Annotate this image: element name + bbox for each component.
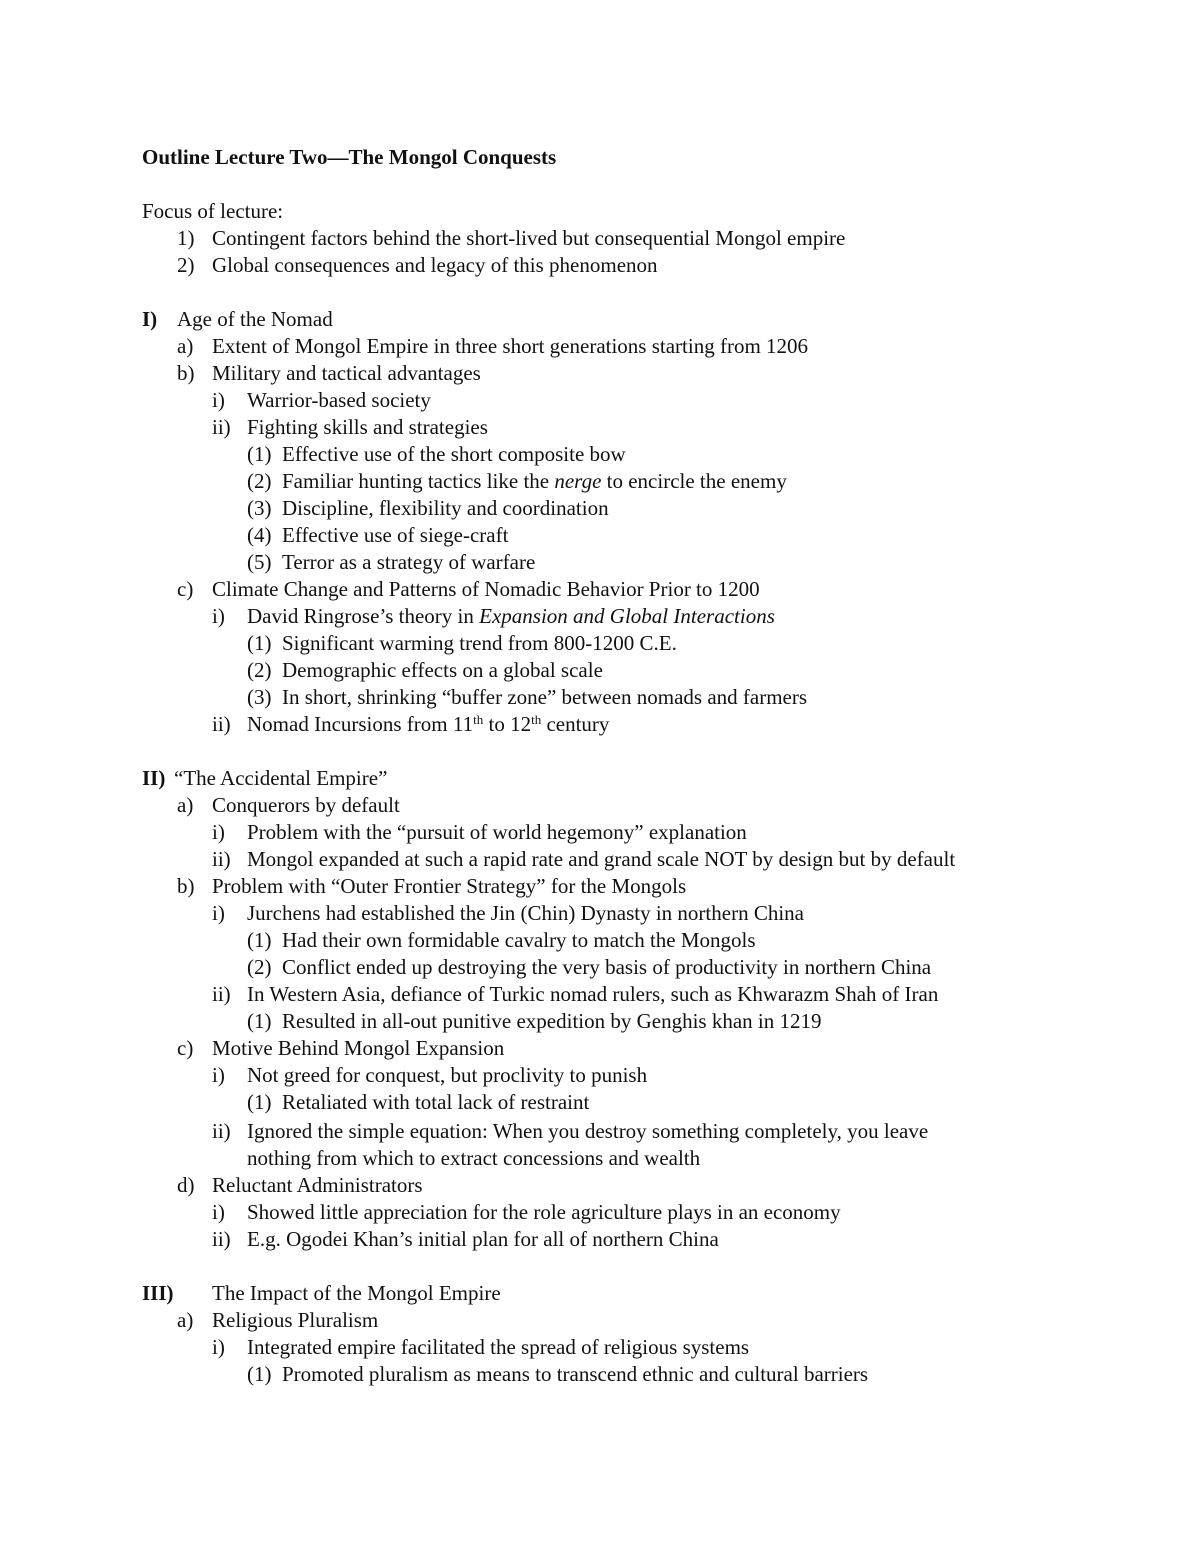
item-label: i) xyxy=(212,388,225,412)
item-text xyxy=(247,711,609,738)
item-label: (3) xyxy=(247,685,272,709)
text-segment: Nomad Incursions from 11 xyxy=(247,712,474,736)
text-segment: David Ringrose’s theory in xyxy=(247,604,480,628)
item-label: (2) xyxy=(247,469,272,493)
item-text: Integrated empire facilitated the spread of religious systems xyxy=(247,1335,750,1359)
item-label: ii) xyxy=(212,415,231,439)
item-text: Conflict ended up destroying the very basis of productivity in northern China xyxy=(282,955,932,979)
item-text: Jurchens had established the Jin (Chin) Dynasty in northern China xyxy=(247,901,804,925)
item-text: Terror as a strategy of warfare xyxy=(282,550,536,574)
item-text xyxy=(282,468,787,495)
item-label: b) xyxy=(177,874,195,898)
item-label: ii) xyxy=(212,1227,231,1251)
section-label: I) xyxy=(142,307,158,331)
item-text: Climate Change and Patterns of Nomadic Behavior Prior to 1200 xyxy=(212,577,760,601)
item-label: ii) xyxy=(212,1119,231,1143)
item-label: i) xyxy=(212,901,225,925)
item-text: Extent of Mongol Empire in three short generations starting from 1206 xyxy=(212,334,809,358)
item-text: Mongol expanded at such a rapid rate and grand scale NOT by design but by default xyxy=(247,847,956,871)
item-text: E.g. Ogodei Khan’s initial plan for all of northern China xyxy=(247,1227,719,1251)
item-text: Demographic effects on a global scale xyxy=(282,658,603,682)
section-heading-text: “The Accidental Empire” xyxy=(174,766,388,790)
text-segment: to encircle the enemy xyxy=(601,469,787,493)
item-label: (2) xyxy=(247,658,272,682)
section-heading-text: The Impact of the Mongol Empire xyxy=(212,1281,501,1305)
item-label: (1) xyxy=(247,442,272,466)
item-text: Problem with the “pursuit of world hegemony” explanation xyxy=(247,820,747,844)
item-label: ii) xyxy=(212,982,231,1006)
superscript: th xyxy=(473,712,484,727)
item-text: nothing from which to extract concessions and wealth xyxy=(247,1146,701,1170)
item-label: 1) xyxy=(177,226,195,250)
item-text: Global consequences and legacy of this phenomenon xyxy=(212,253,658,277)
text-segment: Familiar hunting tactics like the xyxy=(282,469,555,493)
title-text: Outline Lecture Two—The Mongol Conquests xyxy=(142,145,557,169)
item-label: ii) xyxy=(212,847,231,871)
item-label: i) xyxy=(212,604,225,628)
item-text: In Western Asia, defiance of Turkic nomad rulers, such as Khwarazm Shah of Iran xyxy=(247,982,939,1006)
item-text: Discipline, flexibility and coordination xyxy=(282,496,609,520)
item-label: i) xyxy=(212,1063,225,1087)
item-text xyxy=(247,603,775,630)
item-label: (4) xyxy=(247,523,272,547)
item-text: Significant warming trend from 800-1200 C.E. xyxy=(282,631,677,655)
item-label: (2) xyxy=(247,955,272,979)
item-text: Effective use of the short composite bow xyxy=(282,442,626,466)
item-label: (1) xyxy=(247,631,272,655)
item-label: i) xyxy=(212,1335,225,1359)
item-label: a) xyxy=(177,334,194,358)
item-text: Religious Pluralism xyxy=(212,1308,379,1332)
item-label: i) xyxy=(212,1200,225,1224)
item-label: 2) xyxy=(177,253,195,277)
item-label: a) xyxy=(177,1308,194,1332)
item-label: (3) xyxy=(247,496,272,520)
item-text: Motive Behind Mongol Expansion xyxy=(212,1036,505,1060)
item-label: ii) xyxy=(212,712,231,736)
item-text: Promoted pluralism as means to transcend ethnic and cultural barriers xyxy=(282,1362,869,1386)
focus-heading-text: Focus of lecture: xyxy=(142,199,284,223)
item-text: In short, shrinking “buffer zone” between nomads and farmers xyxy=(282,685,808,709)
text-segment: to 12 xyxy=(483,712,532,736)
section-label: III) xyxy=(142,1281,174,1305)
item-label: c) xyxy=(177,1036,194,1060)
item-text: Effective use of siege-craft xyxy=(282,523,509,547)
item-text: Ignored the simple equation: When you destroy something completely, you leave xyxy=(247,1119,929,1143)
item-text: Retaliated with total lack of restraint xyxy=(282,1090,590,1114)
superscript: th xyxy=(531,712,542,727)
item-label: b) xyxy=(177,361,195,385)
italic-book-title: Expansion and Global Interactions xyxy=(479,604,775,628)
item-label: (5) xyxy=(247,550,272,574)
item-label: (1) xyxy=(247,1362,272,1386)
item-text: Fighting skills and strategies xyxy=(247,415,488,439)
item-text: Military and tactical advantages xyxy=(212,361,481,385)
text-segment: century xyxy=(541,712,610,736)
item-text: Had their own formidable cavalry to match the Mongols xyxy=(282,928,756,952)
italic-term: nerge xyxy=(554,469,602,493)
item-label: d) xyxy=(177,1173,195,1197)
item-label: a) xyxy=(177,793,194,817)
section-label: II) xyxy=(142,766,166,790)
item-label: (1) xyxy=(247,1090,272,1114)
item-label: (1) xyxy=(247,928,272,952)
item-label: (1) xyxy=(247,1009,272,1033)
section-heading-text: Age of the Nomad xyxy=(177,307,333,331)
item-text: Conquerors by default xyxy=(212,793,400,817)
item-text: Problem with “Outer Frontier Strategy” for the Mongols xyxy=(212,874,687,898)
item-text: Reluctant Administrators xyxy=(212,1173,423,1197)
item-text: Warrior-based society xyxy=(247,388,431,412)
item-text: Not greed for conquest, but proclivity to punish xyxy=(247,1063,648,1087)
item-label: c) xyxy=(177,577,194,601)
item-text: Resulted in all-out punitive expedition by Genghis khan in 1219 xyxy=(282,1009,822,1033)
item-text: Contingent factors behind the short-lived but consequential Mongol empire xyxy=(212,226,846,250)
item-label: i) xyxy=(212,820,225,844)
item-text: Showed little appreciation for the role agriculture plays in an economy xyxy=(247,1200,841,1224)
